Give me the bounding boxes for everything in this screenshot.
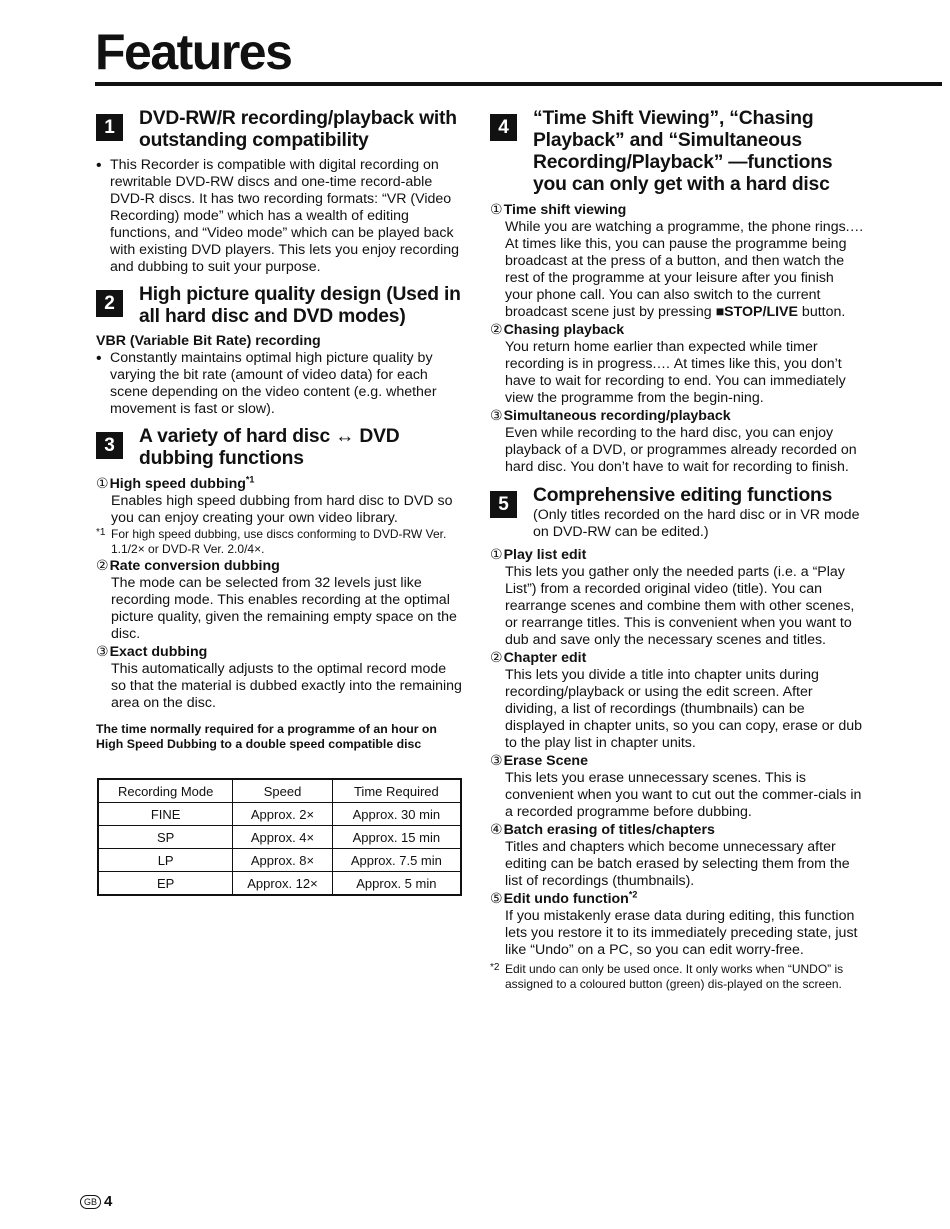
title-rule: [95, 82, 942, 86]
item-body: If you mistakenly erase data during editing, this function lets you restore it to its immediately preceding state, just like “Undo” on a PC, so you can edit worry-free.: [505, 908, 858, 958]
footnote: [96, 527, 464, 557]
item-title: [490, 752, 865, 770]
table-header: Recording Mode: [98, 779, 233, 803]
item-title: [490, 890, 865, 908]
table-row: [98, 849, 461, 872]
item-number: ①: [96, 475, 109, 491]
item-title-text: Chasing playback: [503, 322, 625, 338]
item-body: Titles and chapters which become unnecessary after editing can be batch erased by selecting them from the list of recordings (thumbnails).: [505, 839, 850, 889]
item-body: This automatically adjusts to the optimal record mode so that the material is dubbed exactly into the remaining area on the disc.: [111, 661, 462, 711]
item-body: Even while recording to the hard disc, you can enjoy playback of a DVD, or programmes already recorded on hard disc. You don’t have to wait for recording to finish.: [505, 425, 857, 475]
item-body: This lets you gather only the needed parts (i.e. a “Play List”) from a recorded original video (title). You can rearrange scenes and combine them with other scenes, or rearrange titles. This is convenient when you want to dub and save only the necessary scenes and titles.: [505, 564, 855, 648]
table-cell: Approx. 15 min: [332, 826, 461, 849]
item-title: [490, 649, 865, 667]
table-row: [98, 803, 461, 826]
footnote-mark: *1: [96, 527, 106, 538]
section-number-badge: 4: [490, 114, 517, 141]
section-title: “Time Shift Viewing”, “Chasing Playback” and “Simultaneous Recording/Playback” —functions you can only get with a hard disc: [533, 108, 833, 195]
item-number: ②: [490, 649, 503, 665]
section-title: DVD-RW/R recording/playback with outstanding compatibility: [139, 108, 457, 151]
footnote-text: Edit undo can only be used once. It only works when “UNDO” is assigned to a coloured button (green) dis-played on the screen.: [505, 962, 844, 991]
bullet-item: [96, 157, 464, 276]
item-number: ④: [490, 821, 503, 837]
section-title: A variety of hard disc ↔ DVD dubbing functions: [139, 426, 400, 469]
section-number-badge: 5: [490, 491, 517, 518]
table-header-row: [98, 779, 461, 803]
page-title: Features: [95, 24, 292, 80]
item-title: [96, 643, 464, 661]
item-body: The mode can be selected from 32 levels just like recording mode. This enables recording at the optimal picture quality, given the remaining empty space on the disc.: [111, 575, 457, 642]
section-heading: [490, 485, 865, 546]
table-caption: The time normally required for a programme of an hour on High Speed Dubbing to a double speed compatible disc: [96, 722, 437, 751]
section-number-badge: 1: [96, 114, 123, 141]
item-body: This lets you divide a title into chapter units during recording/playback or using the edit screen. After dividing, a list of recordings (thumbnails) can be displayed in chapter units, so you can copy, erase or dub to the play list in chapter units.: [505, 667, 863, 751]
item-title-text: Simultaneous recording/playback: [503, 408, 731, 424]
table-cell: EP: [98, 872, 233, 896]
item-title: [96, 557, 464, 575]
footnote-ref: *2: [628, 889, 638, 900]
left-column: [96, 108, 464, 896]
footnote-text: For high speed dubbing, use discs conforming to DVD-RW Ver. 1.1/2× or DVD-R Ver. 2.0/4×.: [111, 527, 447, 556]
bullet-text: Constantly maintains optimal high picture quality by varying the bit rate (amount of video data) for each scene depending on the video content (e.g. whether movement is fast or slow).: [110, 350, 437, 417]
item-title: [490, 546, 865, 564]
item-title: [490, 321, 865, 339]
item-title-text: Erase Scene: [503, 753, 588, 769]
item-body: [505, 219, 865, 321]
item-title-text: High speed dubbing: [109, 476, 246, 492]
stop-live-button-label: ■STOP/LIVE: [715, 304, 798, 320]
section-2: [96, 284, 464, 418]
item-number: ③: [490, 752, 503, 768]
section-note: (Only titles recorded on the hard disc or in VR mode on DVD-RW can be edited.): [533, 507, 860, 540]
item-title: [96, 475, 464, 493]
item-title-text: Play list edit: [503, 547, 587, 563]
table-cell: FINE: [98, 803, 233, 826]
item-title: [490, 821, 865, 839]
subheading: VBR (Variable Bit Rate) recording: [96, 333, 321, 349]
item-number: ①: [490, 201, 503, 217]
item-title-text: Time shift viewing: [503, 202, 627, 218]
item-number: ②: [490, 321, 503, 337]
footnote-mark: *2: [490, 962, 500, 973]
section-heading: [490, 108, 865, 196]
section-heading: [96, 108, 464, 152]
section-3: [96, 426, 464, 896]
section-1: [96, 108, 464, 276]
item-title-text: Chapter edit: [503, 650, 587, 666]
page-footer: [80, 1193, 112, 1210]
table-row: [98, 872, 461, 896]
item-title-text: Exact dubbing: [109, 644, 208, 660]
gb-badge: GB: [80, 1195, 101, 1209]
item-number: ③: [96, 643, 109, 659]
table-row: [98, 826, 461, 849]
table-cell: Approx. 30 min: [332, 803, 461, 826]
item-title-text: Edit undo function: [503, 891, 629, 907]
item-number: ①: [490, 546, 503, 562]
item-body: You return home earlier than expected while timer recording is in progress.… At times like this, you don’t have to wait for recording to end. You can immediately view the programme from the begin-ning.: [505, 339, 846, 406]
item-title: [490, 201, 865, 219]
page-number: 4: [104, 1193, 113, 1210]
bullet-dot: •: [96, 157, 102, 174]
section-title: Comprehensive editing functions: [533, 485, 833, 506]
item-body-text: button.: [797, 304, 846, 320]
section-5: [490, 485, 865, 992]
table-cell: Approx. 5 min: [332, 872, 461, 896]
bullet-dot: •: [96, 350, 102, 367]
table-cell: Approx. 7.5 min: [332, 849, 461, 872]
item-title-text: Rate conversion dubbing: [109, 558, 280, 574]
item-number: ⑤: [490, 890, 503, 906]
item-title: [490, 407, 865, 425]
table-cell: SP: [98, 826, 233, 849]
table-cell: Approx. 8×: [233, 849, 332, 872]
bullet-item: [96, 350, 464, 418]
item-body: Enables high speed dubbing from hard disc to DVD so you can enjoy creating your own video library.: [111, 493, 453, 526]
section-heading: [96, 426, 464, 470]
section-4: [490, 108, 865, 476]
right-column: [490, 108, 865, 992]
item-number: ②: [96, 557, 109, 573]
item-title-text: Batch erasing of titles/chapters: [503, 822, 715, 838]
item-body: This lets you erase unnecessary scenes. This is convenient when you want to cut out the commer-cials in a recorded programme before dubbing.: [505, 770, 862, 820]
section-title: High picture quality design (Used in all hard disc and DVD modes): [139, 284, 461, 327]
table-cell: Approx. 4×: [233, 826, 332, 849]
dubbing-time-table: [97, 778, 462, 896]
table-cell: Approx. 2×: [233, 803, 332, 826]
table-cell: LP: [98, 849, 233, 872]
bullet-text: This Recorder is compatible with digital recording on rewritable DVD-RW discs and one-time record-able DVD-R discs. It has two recording formats: “VR (Video Recording) mode” which has a wealth of editing functions, and “Video mode” which can be played back with existing DVD players. This lets you enjoy recording and dubbing to suit your purpose.: [110, 157, 460, 275]
table-header: Time Required: [332, 779, 461, 803]
section-heading: [96, 284, 464, 328]
footnote: [490, 962, 865, 992]
table-header: Speed: [233, 779, 332, 803]
section-number-badge: 3: [96, 432, 123, 459]
item-body-text: While you are watching a programme, the phone rings.… At times like this, you can pause the programme being broadcast at the press of a button, and then watch the rest of the programme at your leisure after you finish your phone call. You can also switch to the current broadcast scene just by pressing: [505, 219, 864, 320]
table-cell: Approx. 12×: [233, 872, 332, 896]
item-number: ③: [490, 407, 503, 423]
footnote-ref: *1: [245, 474, 255, 485]
section-number-badge: 2: [96, 290, 123, 317]
